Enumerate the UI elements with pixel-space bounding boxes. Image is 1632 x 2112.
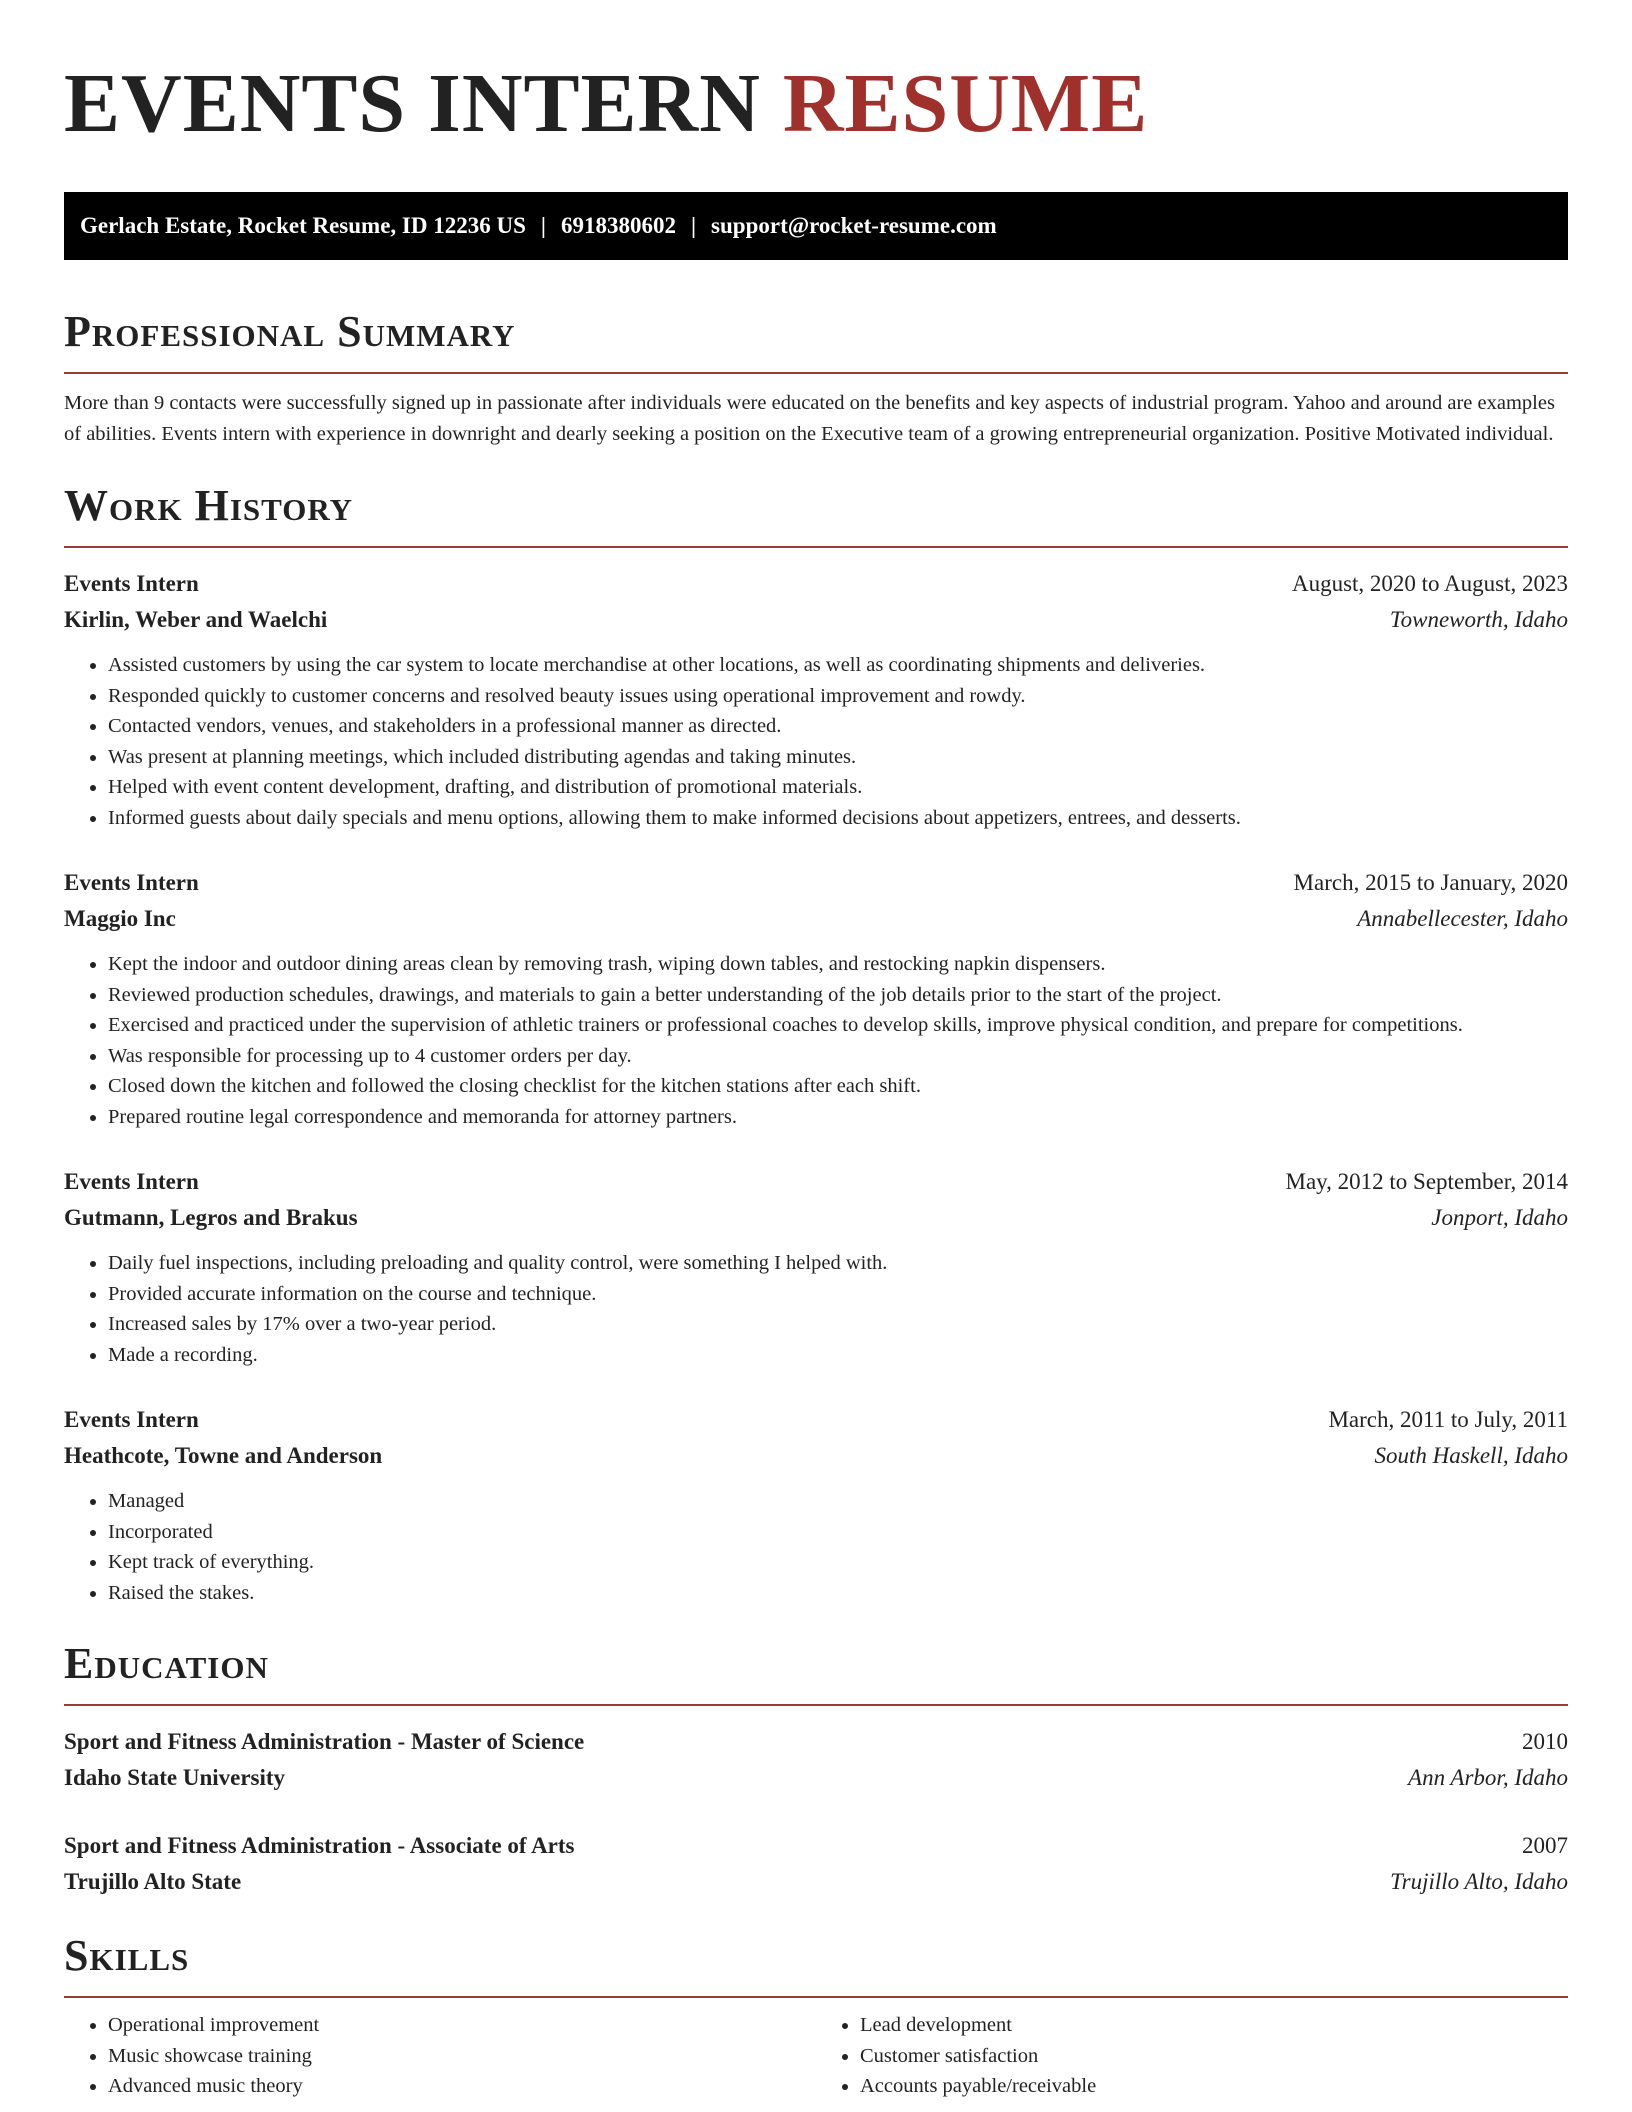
job-company: Kirlin, Weber and Waelchi bbox=[64, 607, 328, 632]
skill-item: • Operational improvement bbox=[108, 2010, 816, 2041]
job-dates: May, 2012 to September, 2014 bbox=[1285, 1169, 1568, 1194]
work-history-heading: Work History bbox=[64, 478, 1568, 548]
job-bullet: • Raised the stakes. bbox=[108, 1578, 1568, 1609]
contact-separator: | bbox=[540, 213, 546, 238]
job-bullet: • Incorporated bbox=[108, 1517, 1568, 1548]
education-location: Trujillo Alto, Idaho bbox=[1390, 1869, 1568, 1894]
education-location: Ann Arbor, Idaho bbox=[1408, 1765, 1568, 1790]
job-bullet: • Was present at planning meetings, which included distributing agendas and taking minutes. bbox=[108, 742, 1568, 773]
education-heading: Education bbox=[64, 1636, 1568, 1706]
job-company: Heathcote, Towne and Anderson bbox=[64, 1443, 383, 1468]
education-entry bbox=[64, 1828, 1568, 1900]
job-location: South Haskell, Idaho bbox=[1374, 1443, 1568, 1468]
education-degree-row bbox=[64, 1828, 1568, 1864]
contact-phone: 6918380602 bbox=[560, 213, 676, 238]
education-school-row bbox=[64, 1760, 1568, 1796]
contact-separator: | bbox=[690, 213, 697, 238]
job-bullet: • Closed down the kitchen and followed the closing checklist for the kitchen stations after each shift. bbox=[108, 1071, 1568, 1102]
job-bullet: • Managed bbox=[108, 1486, 1568, 1517]
job-company-row bbox=[64, 1438, 1568, 1474]
skill-item: • Lead development bbox=[860, 2010, 1568, 2041]
skills-grid bbox=[64, 2010, 1568, 2102]
summary-section bbox=[64, 304, 1568, 450]
job-company-row bbox=[64, 901, 1568, 937]
skill-item: • Advanced music theory bbox=[108, 2071, 816, 2102]
contact-address: Gerlach Estate, Rocket Resume, ID 12236 US bbox=[80, 213, 526, 238]
skills-heading: Skills bbox=[64, 1928, 1568, 1998]
contact-bar bbox=[64, 192, 1568, 260]
job-bullet: • Contacted vendors, venues, and stakeholders in a professional manner as directed. bbox=[108, 711, 1568, 742]
job-dates: March, 2011 to July, 2011 bbox=[1328, 1407, 1568, 1432]
education-school-row bbox=[64, 1864, 1568, 1900]
education-degree: Sport and Fitness Administration - Associate of Arts bbox=[64, 1833, 575, 1858]
job-bullet: • Responded quickly to customer concerns and resolved beauty issues using operational improvement and rowdy. bbox=[108, 681, 1568, 712]
job-bullet: • Helped with event content development, drafting, and distribution of promotional materials. bbox=[108, 772, 1568, 803]
education-section bbox=[64, 1636, 1568, 1900]
job-header-row bbox=[64, 865, 1568, 901]
job-entry bbox=[64, 865, 1568, 1132]
job-location: Towneworth, Idaho bbox=[1389, 607, 1568, 632]
job-company: Maggio Inc bbox=[64, 906, 176, 931]
job-dates: August, 2020 to August, 2023 bbox=[1291, 571, 1568, 596]
job-bullet: • Reviewed production schedules, drawings, and materials to gain a better understanding of the job details prior to the start of the project. bbox=[108, 980, 1568, 1011]
job-entry bbox=[64, 1164, 1568, 1370]
job-entry bbox=[64, 1402, 1568, 1608]
job-bullets bbox=[64, 949, 1568, 1132]
job-title: Events Intern bbox=[64, 1169, 199, 1194]
education-year: 2007 bbox=[1522, 1833, 1568, 1858]
job-header-row bbox=[64, 1402, 1568, 1438]
summary-heading: Professional Summary bbox=[64, 304, 1568, 374]
job-header-row bbox=[64, 1164, 1568, 1200]
summary-text: More than 9 contacts were successfully signed up in passionate after individuals were educated on the benefits and key aspects of industrial program. Yahoo and around are examples of abilities. Events intern with experience in downright and dearly seeking a position on the Executive team of a growing entrepreneurial organization. Positive Motivated individual. bbox=[64, 392, 1555, 445]
job-bullet: • Assisted customers by using the car system to locate merchandise at other locations, as well as coordinating shipments and deliveries. bbox=[108, 650, 1568, 681]
resume-title bbox=[64, 0, 1568, 158]
job-title: Events Intern bbox=[64, 1407, 199, 1432]
job-title: Events Intern bbox=[64, 571, 199, 596]
job-bullet: • Increased sales by 17% over a two-year period. bbox=[108, 1309, 1568, 1340]
job-bullets bbox=[64, 1248, 1568, 1370]
skill-item: • Accounts payable/receivable bbox=[860, 2071, 1568, 2102]
skills-list-left bbox=[64, 2010, 816, 2102]
job-location: Annabellecester, Idaho bbox=[1357, 906, 1568, 931]
job-bullet: • Informed guests about daily specials and menu options, allowing them to make informed decisions about appetizers, entrees, and desserts. bbox=[108, 803, 1568, 834]
education-school: Trujillo Alto State bbox=[64, 1869, 242, 1894]
job-bullets bbox=[64, 1486, 1568, 1608]
skills-section bbox=[64, 1928, 1568, 2102]
job-title: Events Intern bbox=[64, 870, 199, 895]
title-accent: RESUME bbox=[782, 57, 1149, 150]
job-company: Gutmann, Legros and Brakus bbox=[64, 1205, 358, 1230]
job-bullet: • Daily fuel inspections, including preloading and quality control, were something I helped with. bbox=[108, 1248, 1568, 1279]
job-bullet: • Prepared routine legal correspondence and memoranda for attorney partners. bbox=[108, 1102, 1568, 1133]
job-company-row bbox=[64, 1200, 1568, 1236]
job-bullet: • Kept the indoor and outdoor dining areas clean by removing trash, wiping down tables, and restocking napkin dispensers. bbox=[108, 949, 1568, 980]
job-bullet: • Was responsible for processing up to 4 customer orders per day. bbox=[108, 1041, 1568, 1072]
education-school: Idaho State University bbox=[64, 1765, 286, 1790]
education-entry bbox=[64, 1724, 1568, 1796]
job-bullet: • Kept track of everything. bbox=[108, 1547, 1568, 1578]
title-main: EVENTS INTERN bbox=[64, 57, 761, 150]
skills-list-right bbox=[816, 2010, 1568, 2102]
job-bullet: • Provided accurate information on the course and technique. bbox=[108, 1279, 1568, 1310]
education-year: 2010 bbox=[1522, 1729, 1568, 1754]
job-dates: March, 2015 to January, 2020 bbox=[1293, 870, 1568, 895]
contact-email: support@rocket-resume.com bbox=[711, 213, 997, 238]
job-bullet: • Exercised and practiced under the supervision of athletic trainers or professional coaches to develop skills, improve physical condition, and prepare for competitions. bbox=[108, 1010, 1568, 1041]
job-location: Jonport, Idaho bbox=[1431, 1205, 1568, 1230]
job-entry bbox=[64, 566, 1568, 833]
education-degree: Sport and Fitness Administration - Master of Science bbox=[64, 1729, 585, 1754]
job-bullet: • Made a recording. bbox=[108, 1340, 1568, 1371]
education-degree-row bbox=[64, 1724, 1568, 1760]
skill-item: • Customer satisfaction bbox=[860, 2041, 1568, 2072]
job-bullets bbox=[64, 650, 1568, 833]
work-history-section bbox=[64, 478, 1568, 1608]
job-header-row bbox=[64, 566, 1568, 602]
skill-item: • Music showcase training bbox=[108, 2041, 816, 2072]
job-company-row bbox=[64, 602, 1568, 638]
